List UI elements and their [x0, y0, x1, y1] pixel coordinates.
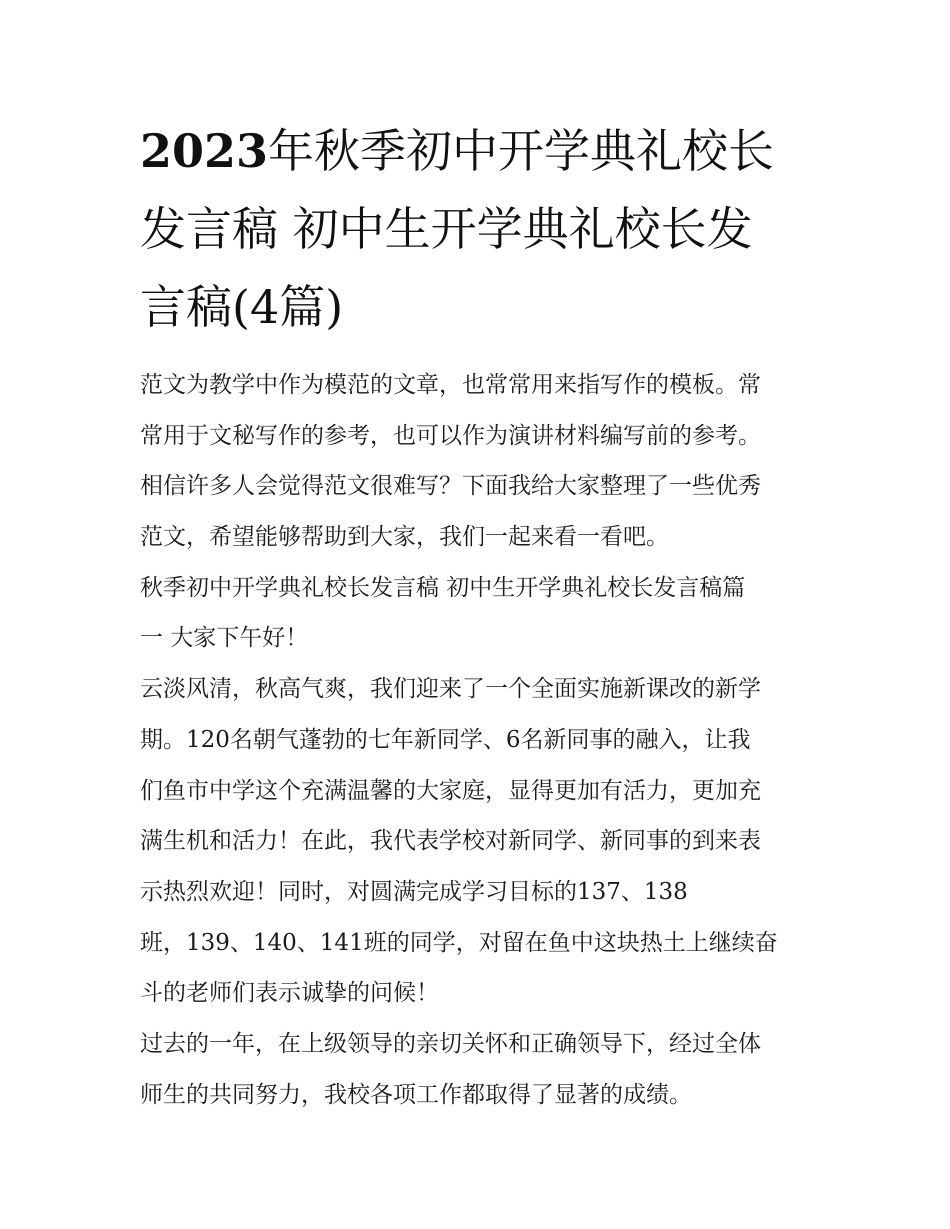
body-line-13: 斗的老师们表示诚挚的问候！ [140, 980, 439, 1007]
body-line-10: 满生机和活力！在此，我代表学校对新同学、新同事的到来表 [140, 828, 761, 855]
title-line-1 [140, 112, 816, 190]
body-line-5: 秋季初中开学典礼校长发言稿 初中生开学典礼校长发言稿篇 [140, 574, 746, 601]
document-title [140, 112, 816, 346]
body-line-15: 师生的共同努力，我校各项工作都取得了显著的成绩。 [140, 1081, 692, 1108]
title-rest: 年秋季初中开学典礼校长 [268, 124, 775, 178]
body-line-6: 一 大家下午好！ [140, 625, 309, 652]
title-year: 2023 [140, 124, 269, 178]
body-line-4: 范文，希望能够帮助到大家，我们一起来看一看吧。 [140, 524, 669, 551]
document-page [140, 112, 816, 1120]
body-line-2: 常用于文秘写作的参考，也可以作为演讲材料编写前的参考。 [140, 422, 761, 449]
document-body [140, 360, 816, 1120]
body-line-3: 相信许多人会觉得范文很难写？下面我给大家整理了一些优秀 [140, 473, 761, 500]
body-line-9: 们鱼市中学这个充满温馨的大家庭，显得更加有活力，更加充 [140, 777, 761, 804]
body-line-8: 期。120名朝气蓬勃的七年新同学、6名新同事的融入，让我 [140, 726, 751, 753]
body-line-7: 云淡风清，秋高气爽，我们迎来了一个全面实施新课改的新学 [140, 676, 761, 703]
title-line-2: 发言稿 初中生开学典礼校长发 [140, 202, 753, 256]
body-line-1: 范文为教学中作为模范的文章，也常常用来指写作的模板。常 [140, 372, 761, 398]
body-line-11: 示热烈欢迎！同时，对圆满完成学习目标的137、138 [140, 878, 688, 905]
body-line-12: 班，139、140、141班的同学，对留在鱼中这块热土上继续奋 [140, 929, 778, 956]
body-line-14: 过去的一年，在上级领导的亲切关怀和正确领导下，经过全体 [140, 1030, 761, 1057]
title-line-3: 言稿(4篇) [140, 280, 344, 334]
